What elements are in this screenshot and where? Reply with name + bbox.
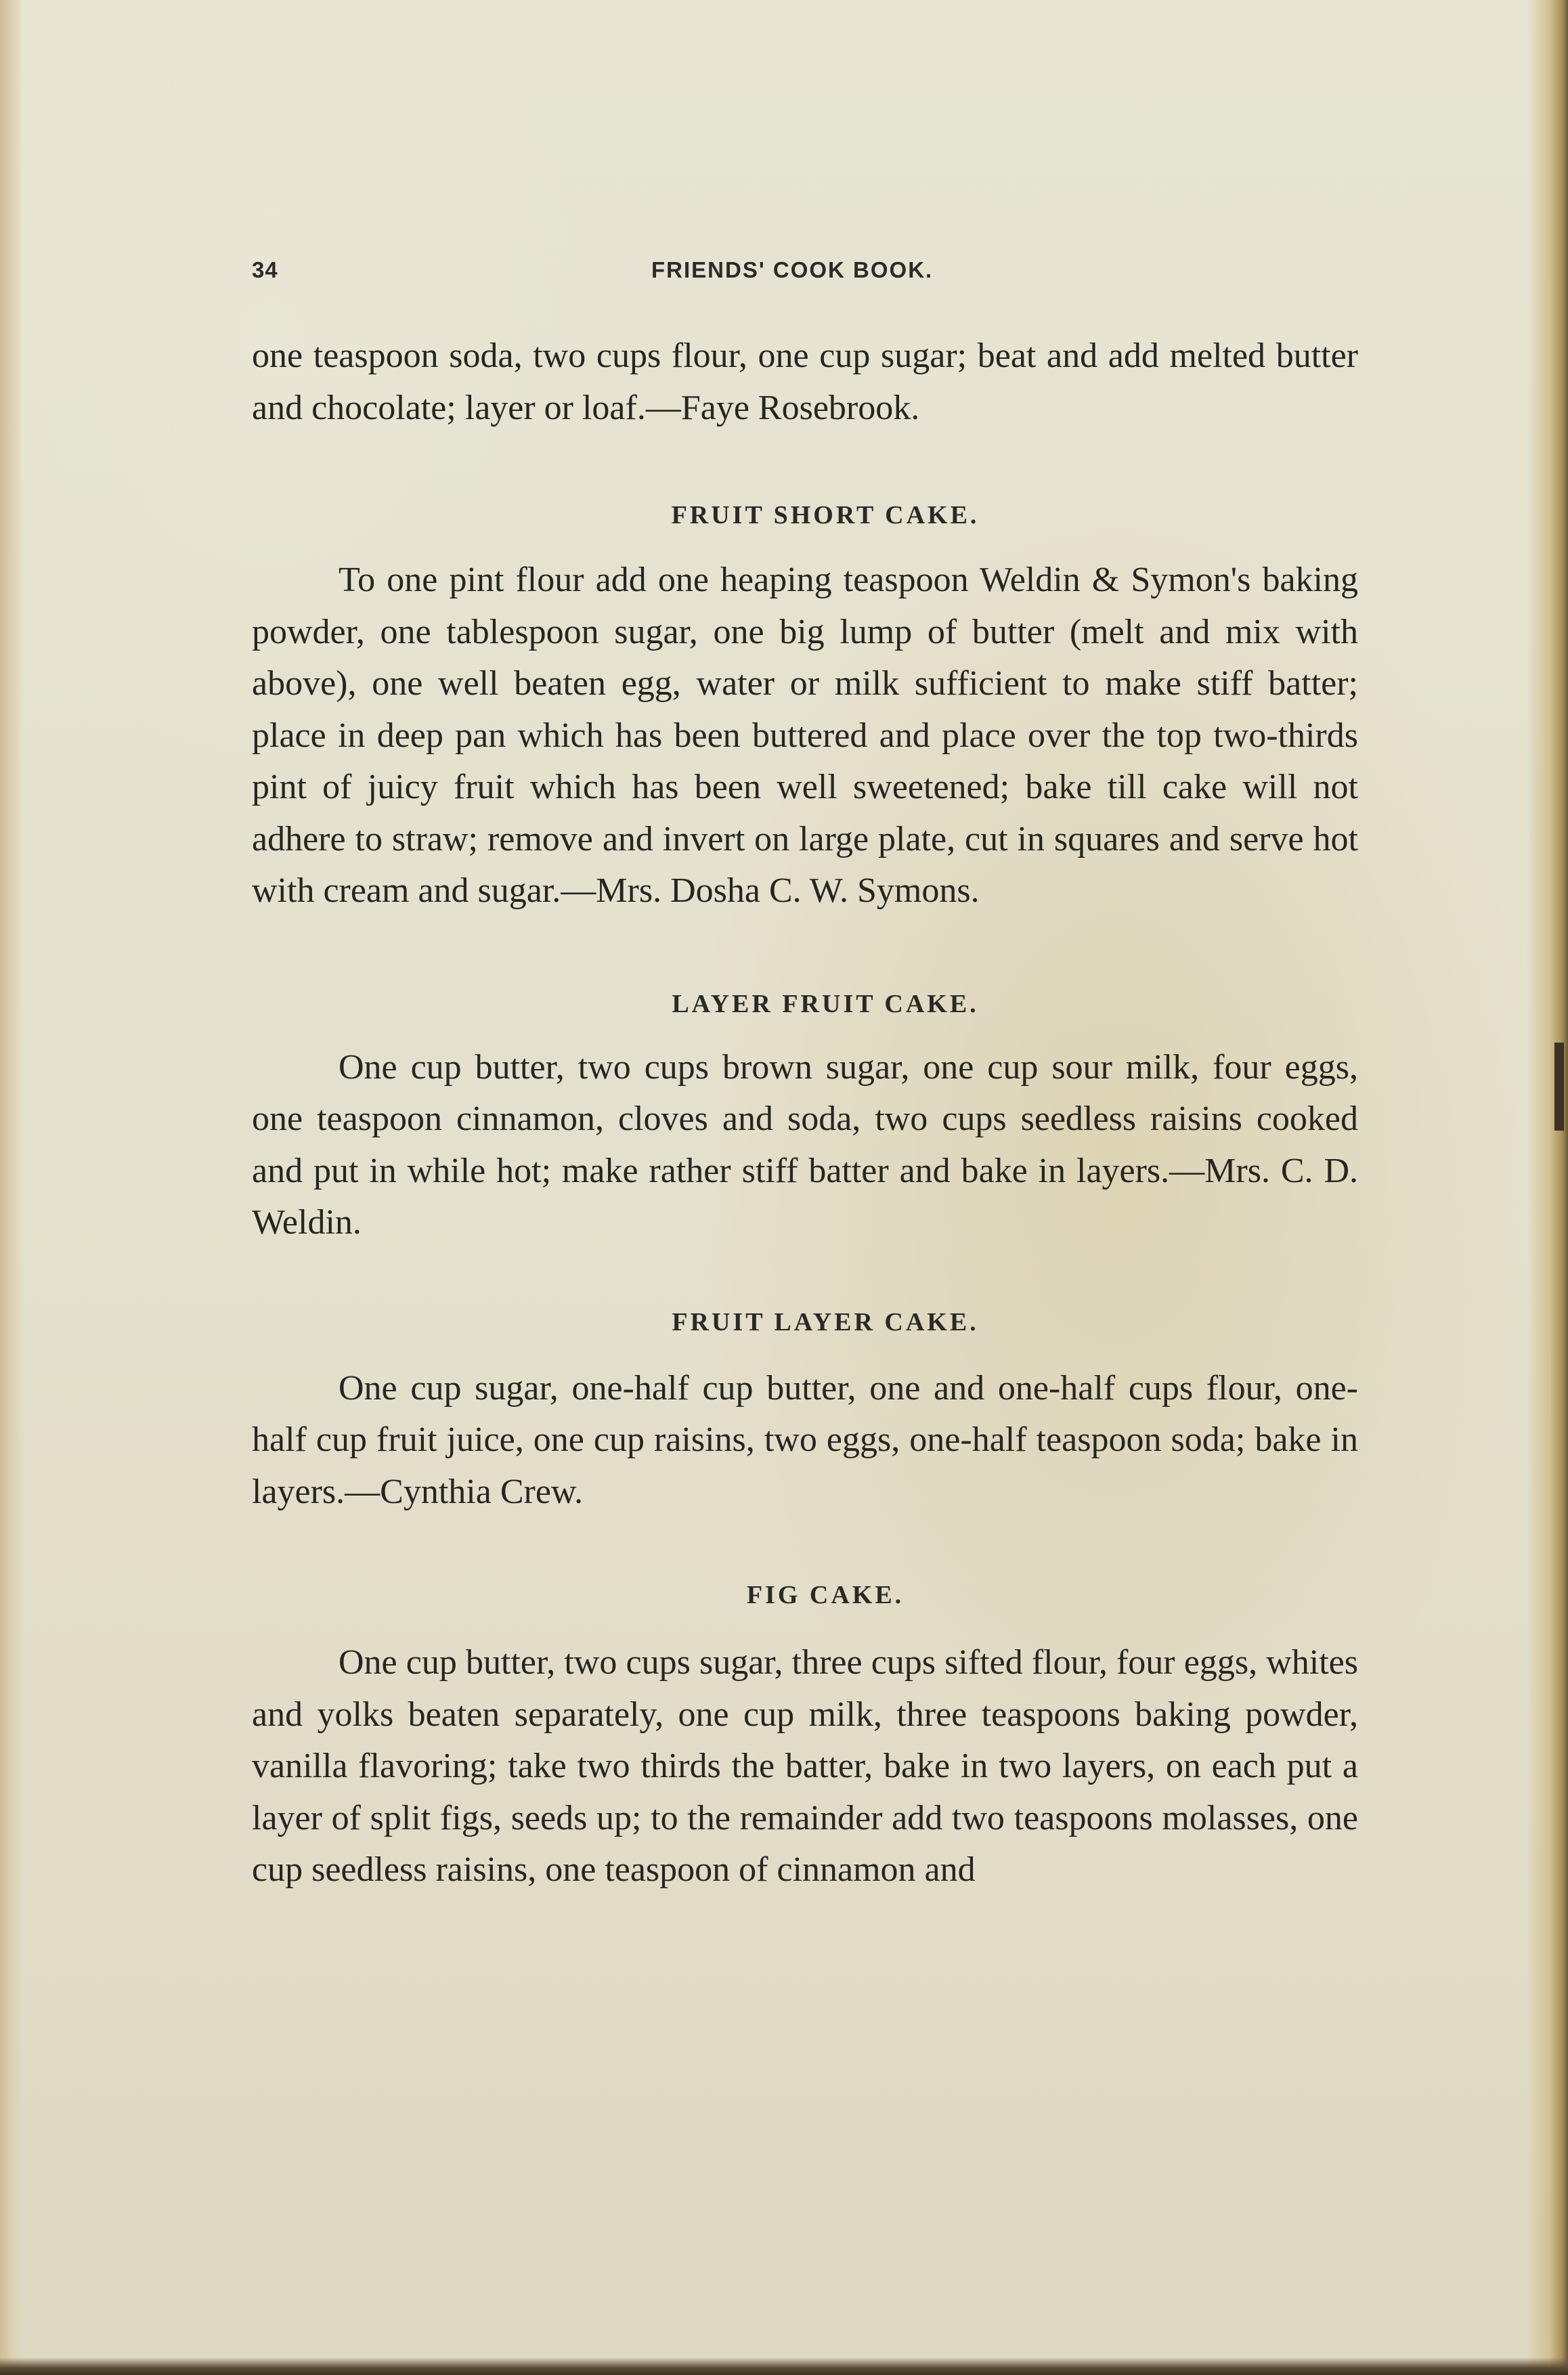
recipe-body-fruit-short-cake: To one pint flour add one heaping teaspoon Weldin & Symon's baking powder, one tablespoon sugar, one big lump of butter (melt and mix with above), one well beaten egg, water or milk sufficient to make stiff batter; place in deep pan which has been buttered and place over the top two-thirds pint of juicy fruit which has been well sweetened; bake till cake will not adhere to straw; remove and invert on large plate, cut in squares and serve hot with cream and sugar.—Mrs. Dosha C. W. Symons. [252,561,1358,910]
recipe-body-fruit-layer-cake: One cup sugar, one-half cup butter, one and one-half cups flour, one-half cup fruit juice, one cup raisins, two eggs, one-half teaspoon soda; bake in layers.—Cynthia Crew. [252,1368,1358,1511]
running-head [252,257,1358,298]
page-number: 34 [252,257,278,282]
text-block [252,330,1358,1896]
page-left-edge [0,0,23,2375]
recipe-title-fruit-short-cake: FRUIT SHORT CAKE. [671,501,980,529]
recipe-body-fig-cake: One cup butter, two cups sugar, three cups sifted flour, four eggs, whites and yolks beaten separately, one cup milk, three teaspoons baking powder, vanilla flavoring; take two thirds the batter, bake in two layers, on each put a layer of split figs, seeds up; to the remainder add two teaspoons molasses, one cup seedless raisins, one teaspoon of cinnamon and [252,1643,1358,1889]
page-right-edge [1527,0,1568,2375]
spine-mark [1554,1043,1564,1131]
book-title: FRIENDS' COOK BOOK. [651,257,934,282]
recipe-body-layer-fruit-cake: One cup butter, two cups brown sugar, one cup sour milk, four eggs, one teaspoon cinnamon, cloves and soda, two cups seedless raisins cooked and put in while hot; make rather stiff batter and bake in layers.—Mrs. C. D. Weldin. [252,1047,1358,1242]
recipe-title-fig-cake: FIG CAKE. [746,1581,905,1609]
page-bottom-edge [0,2357,1568,2375]
continuation-paragraph: one teaspoon soda, two cups flour, one cup sugar; beat and add melted butter and chocolate; layer or loaf.—Faye Rosebrook. [252,336,1358,427]
recipe-title-fruit-layer-cake: FRUIT LAYER CAKE. [672,1307,979,1336]
recipe-title-layer-fruit-cake: LAYER FRUIT CAKE. [672,989,979,1018]
